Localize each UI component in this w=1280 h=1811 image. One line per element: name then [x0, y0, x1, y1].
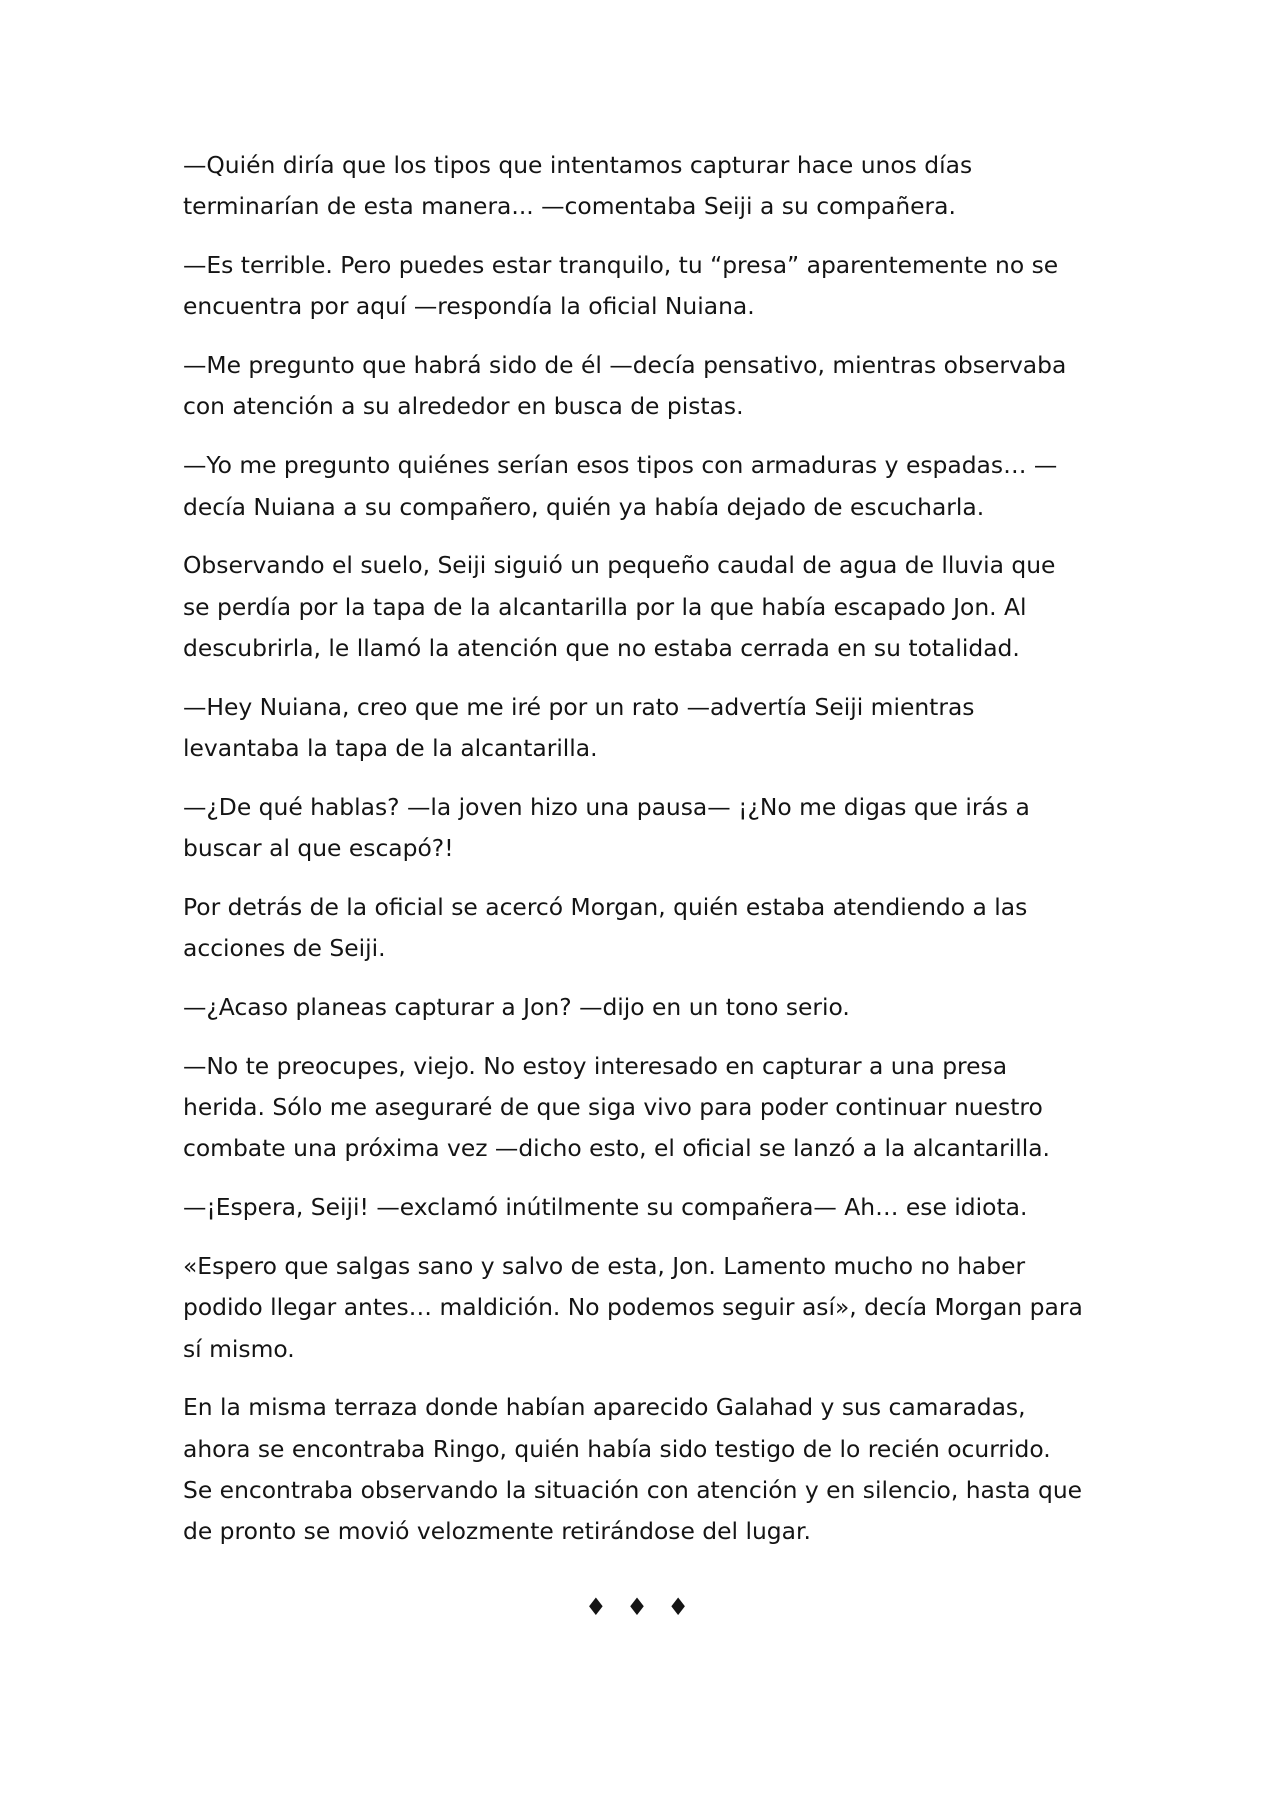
paragraph: —Es terrible. Pero puedes estar tranquilo, tu “presa” aparentemente no se encuentra por aquí —respondía la oficial Nuiana. [183, 251, 1059, 321]
paragraph: —¿De qué hablas? —la joven hizo una pausa— ¡¿No me digas que irás a buscar al que escapó?! [183, 792, 1030, 863]
paragraph: En la misma terraza donde habían aparecido Galahad y sus camaradas, ahora se encontraba Ringo, quién había sido testigo de lo recién ocurrido. Se encontraba observando la situación con atención y en silencio, hasta que de pronto se movió velozmente retirándose del lugar. [183, 1393, 1083, 1546]
paragraph: —¿Acaso planeas capturar a Jon? —dijo en un tono serio. [183, 993, 850, 1022]
paragraph: —Quién diría que los tipos que intentamos capturar hace unos días terminarían de esta manera... —comentaba Seiji a su compañera. [183, 151, 973, 221]
paragraph: Por detrás de la oficial se acercó Morgan, quién estaba atendiendo a las acciones de Seiji. [183, 892, 1028, 963]
paragraph: —No te preocupes, viejo. No estoy interesado en capturar a una presa herida. Sólo me aseguraré de que siga vivo para poder continuar nuestro combate una próxima vez —dicho esto, el oficial se lanzó a la alcantarilla. [183, 1051, 1050, 1163]
paragraph: Observando el suelo, Seiji siguió un pequeño caudal de agua de lluvia que se perdía por la tapa de la alcantarilla por la que había escapado Jon. Al descubrirla, le llamó la atención que no estaba cerrada en su totalidad. [183, 551, 1056, 662]
paragraph: —Hey Nuiana, creo que me iré por un rato —advertía Seiji mientras levantaba la tapa de la alcantarilla. [183, 692, 975, 763]
paragraph: —Yo me pregunto quiénes serían esos tipos con armaduras y espadas… — decía Nuiana a su compañero, quién ya había dejado de escucharla. [183, 451, 1058, 521]
paragraph: —Me pregunto que habrá sido de él —decía pensativo, mientras observaba con atención a su alrededor en busca de pistas. [183, 351, 1067, 421]
paragraph: «Espero que salgas sano y salvo de esta, Jon. Lamento mucho no haber podido llegar antes… maldición. No podemos seguir así», decía Morgan para sí mismo. [183, 1252, 1083, 1363]
text-body [183, 145, 1103, 1570]
section-separator: ♦ ♦ ♦ [585, 1593, 695, 1621]
paragraph: —¡Espera, Seiji! —exclamó inútilmente su compañera— Ah… ese idiota. [183, 1193, 1028, 1222]
